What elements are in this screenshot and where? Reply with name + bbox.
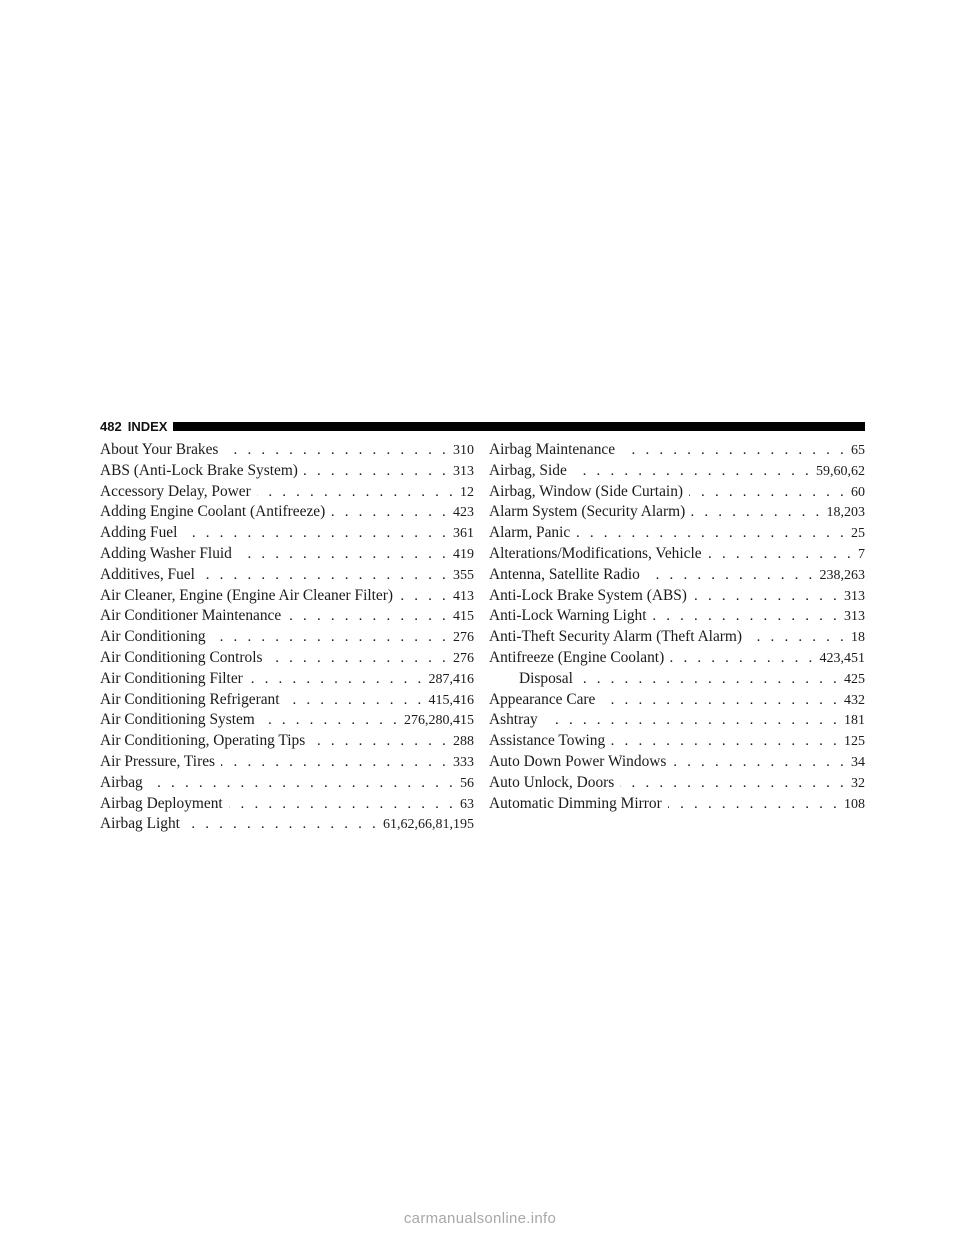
dot-leader bbox=[621, 440, 847, 461]
index-page-refs: 333 bbox=[453, 754, 474, 770]
dot-leader bbox=[286, 690, 425, 711]
dot-leader bbox=[620, 773, 847, 794]
index-entry bbox=[100, 502, 474, 523]
index-term: Air Conditioning Refrigerant bbox=[100, 690, 280, 708]
index-term: Ashtray bbox=[489, 711, 538, 729]
dot-leader bbox=[708, 544, 854, 565]
dot-leader bbox=[304, 461, 449, 482]
dot-leader bbox=[693, 586, 840, 607]
index-term: Air Pressure, Tires bbox=[100, 752, 216, 770]
dot-leader bbox=[544, 710, 840, 731]
dot-leader bbox=[249, 669, 425, 690]
dot-leader bbox=[331, 502, 449, 523]
index-page-refs: 423 bbox=[453, 505, 474, 521]
index-page-refs: 125 bbox=[844, 734, 865, 750]
index-page-refs: 355 bbox=[453, 567, 474, 583]
header-rule bbox=[173, 422, 865, 431]
watermark: carmanualsonline.info bbox=[403, 1210, 557, 1227]
dot-leader bbox=[183, 523, 449, 544]
index-term: Accessory Delay, Power bbox=[100, 482, 251, 500]
dot-leader bbox=[399, 586, 449, 607]
index-entry bbox=[489, 565, 865, 586]
dot-leader bbox=[224, 440, 449, 461]
index-page-refs: 415,416 bbox=[428, 692, 474, 708]
index-entry bbox=[489, 606, 865, 627]
index-page-refs: 61,62,66,81,195 bbox=[383, 817, 474, 833]
dot-leader bbox=[672, 752, 847, 773]
index-term: Auto Unlock, Doors bbox=[489, 773, 615, 791]
index-entry bbox=[489, 794, 865, 815]
dot-leader bbox=[186, 814, 379, 835]
index-page-refs: 276 bbox=[453, 630, 474, 646]
index-entry bbox=[489, 731, 865, 752]
index-entry bbox=[100, 544, 474, 565]
index-entry bbox=[489, 627, 865, 648]
index-entry bbox=[489, 461, 865, 482]
index-page-refs: 276 bbox=[453, 650, 474, 666]
index-term: Airbag Maintenance bbox=[489, 441, 616, 458]
index-page-refs: 108 bbox=[844, 796, 865, 812]
index-entry bbox=[100, 523, 474, 544]
index-page-refs: 413 bbox=[453, 588, 474, 604]
index-term: Adding Fuel bbox=[100, 524, 178, 542]
index-page-refs: 25 bbox=[851, 526, 865, 542]
dot-leader bbox=[311, 731, 449, 752]
index-term: Air Conditioning Filter bbox=[100, 669, 243, 687]
dot-leader bbox=[611, 731, 840, 752]
index-page-refs: 18 bbox=[851, 630, 865, 646]
dot-leader bbox=[212, 627, 449, 648]
index-term: Airbag bbox=[100, 773, 143, 791]
index-term: Air Conditioning Controls bbox=[100, 648, 263, 666]
index-page-refs: 288 bbox=[453, 734, 474, 750]
index-page-refs: 313 bbox=[453, 463, 474, 479]
index-page-refs: 432 bbox=[844, 692, 865, 708]
dot-leader bbox=[691, 502, 822, 523]
index-entry bbox=[100, 606, 474, 627]
index-page-refs: 423,451 bbox=[819, 650, 865, 666]
dot-leader bbox=[601, 690, 840, 711]
index-page-refs: 32 bbox=[851, 775, 865, 791]
dot-leader bbox=[261, 710, 400, 731]
index-term: Adding Washer Fluid bbox=[100, 544, 232, 562]
index-column-left bbox=[100, 440, 474, 835]
page-header bbox=[100, 416, 865, 436]
index-term: Airbag Deployment bbox=[100, 794, 223, 812]
dot-leader bbox=[268, 648, 449, 669]
index-entry bbox=[100, 773, 474, 794]
index-page-refs: 65 bbox=[851, 443, 865, 458]
index-term: Alarm System (Security Alarm) bbox=[489, 503, 686, 521]
dot-leader bbox=[670, 648, 815, 669]
index-term: Disposal bbox=[519, 669, 573, 687]
index-term: Air Cleaner, Engine (Engine Air Cleaner Filter) bbox=[100, 586, 393, 604]
index-page-refs: 34 bbox=[851, 754, 865, 770]
index-entry bbox=[489, 648, 865, 669]
dot-leader bbox=[149, 773, 456, 794]
index-entry bbox=[489, 440, 865, 461]
index-page-refs: 60 bbox=[851, 484, 865, 500]
index-entry bbox=[489, 482, 865, 503]
index-term: Anti-Lock Warning Light bbox=[489, 607, 647, 625]
dot-leader bbox=[221, 752, 449, 773]
dot-leader bbox=[576, 523, 847, 544]
index-page-refs: 181 bbox=[844, 713, 865, 729]
index-entry bbox=[100, 648, 474, 669]
index-term: Anti-Lock Brake System (ABS) bbox=[489, 586, 687, 604]
index-entry bbox=[489, 669, 865, 690]
index-term: Auto Down Power Windows bbox=[489, 752, 667, 770]
index-page-refs: 313 bbox=[844, 609, 865, 625]
index-entry bbox=[100, 627, 474, 648]
index-term: Anti-Theft Security Alarm (Theft Alarm) bbox=[489, 628, 743, 646]
index-term: Adding Engine Coolant (Antifreeze) bbox=[100, 503, 326, 521]
index-entry bbox=[100, 461, 474, 482]
index-entry bbox=[100, 814, 474, 835]
index-term: Air Conditioning bbox=[100, 628, 206, 646]
dot-leader bbox=[287, 606, 449, 627]
page-number: 482 bbox=[100, 418, 122, 434]
index-entry bbox=[489, 690, 865, 711]
index-term: Additives, Fuel bbox=[100, 565, 195, 583]
index-entry bbox=[489, 586, 865, 607]
dot-leader bbox=[257, 482, 456, 503]
index-page-refs: 415 bbox=[453, 609, 474, 625]
index-term: Airbag, Window (Side Curtain) bbox=[489, 482, 684, 500]
index-term: Antenna, Satellite Radio bbox=[489, 565, 640, 583]
index-entry bbox=[100, 710, 474, 731]
index-entry bbox=[100, 482, 474, 503]
index-page-refs: 313 bbox=[844, 588, 865, 604]
index-page-refs: 56 bbox=[460, 775, 474, 791]
index-entry bbox=[489, 752, 865, 773]
index-page-refs: 425 bbox=[844, 671, 865, 687]
dot-leader bbox=[579, 669, 840, 690]
index-page-refs: 12 bbox=[460, 484, 474, 500]
index-term: Airbag, Side bbox=[489, 461, 567, 479]
index-term: ABS (Anti-Lock Brake System) bbox=[100, 461, 298, 479]
index-column-right bbox=[489, 440, 865, 814]
index-page-refs: 419 bbox=[453, 546, 474, 562]
index-term: Alarm, Panic bbox=[489, 524, 571, 542]
dot-leader bbox=[229, 794, 456, 815]
index-page-refs: 59,60,62 bbox=[816, 463, 865, 479]
index-entry bbox=[100, 690, 474, 711]
section-title: INDEX bbox=[127, 418, 168, 434]
index-page-refs: 287,416 bbox=[428, 671, 474, 687]
index-entry bbox=[489, 544, 865, 565]
index-term: Antifreeze (Engine Coolant) bbox=[489, 648, 665, 666]
index-entry bbox=[100, 752, 474, 773]
index-entry bbox=[489, 523, 865, 544]
dot-leader bbox=[689, 482, 847, 503]
index-term: Alterations/Modifications, Vehicle bbox=[489, 544, 702, 562]
index-page-refs: 7 bbox=[858, 546, 865, 562]
index-entry bbox=[100, 669, 474, 690]
index-page-refs: 18,203 bbox=[826, 505, 865, 521]
dot-leader bbox=[668, 794, 840, 815]
index-term: Automatic Dimming Mirror bbox=[489, 794, 662, 812]
index-entry bbox=[100, 731, 474, 752]
index-term: Air Conditioning, Operating Tips bbox=[100, 732, 306, 750]
dot-leader bbox=[238, 544, 449, 565]
dot-leader bbox=[201, 565, 449, 586]
index-entry bbox=[489, 710, 865, 731]
index-term: About Your Brakes bbox=[100, 441, 219, 458]
index-term: Appearance Care bbox=[489, 690, 596, 708]
index-entry bbox=[489, 773, 865, 794]
index-page-refs: 276,280,415 bbox=[404, 713, 474, 729]
index-entry bbox=[100, 794, 474, 815]
index-term: Airbag Light bbox=[100, 815, 180, 833]
index-term: Air Conditioner Maintenance bbox=[100, 607, 282, 625]
index-entry bbox=[100, 565, 474, 586]
index-page-refs: 310 bbox=[453, 443, 474, 458]
index-term: Assistance Towing bbox=[489, 732, 606, 750]
dot-leader bbox=[652, 606, 840, 627]
dot-leader bbox=[646, 565, 816, 586]
dot-leader bbox=[573, 461, 812, 482]
index-page-refs: 361 bbox=[453, 526, 474, 542]
index-entry bbox=[100, 440, 474, 461]
index-term: Air Conditioning System bbox=[100, 711, 255, 729]
dot-leader bbox=[748, 627, 847, 648]
index-entry bbox=[100, 586, 474, 607]
index-page-refs: 63 bbox=[460, 796, 474, 812]
index-page-refs: 238,263 bbox=[819, 567, 865, 583]
index-entry bbox=[489, 502, 865, 523]
